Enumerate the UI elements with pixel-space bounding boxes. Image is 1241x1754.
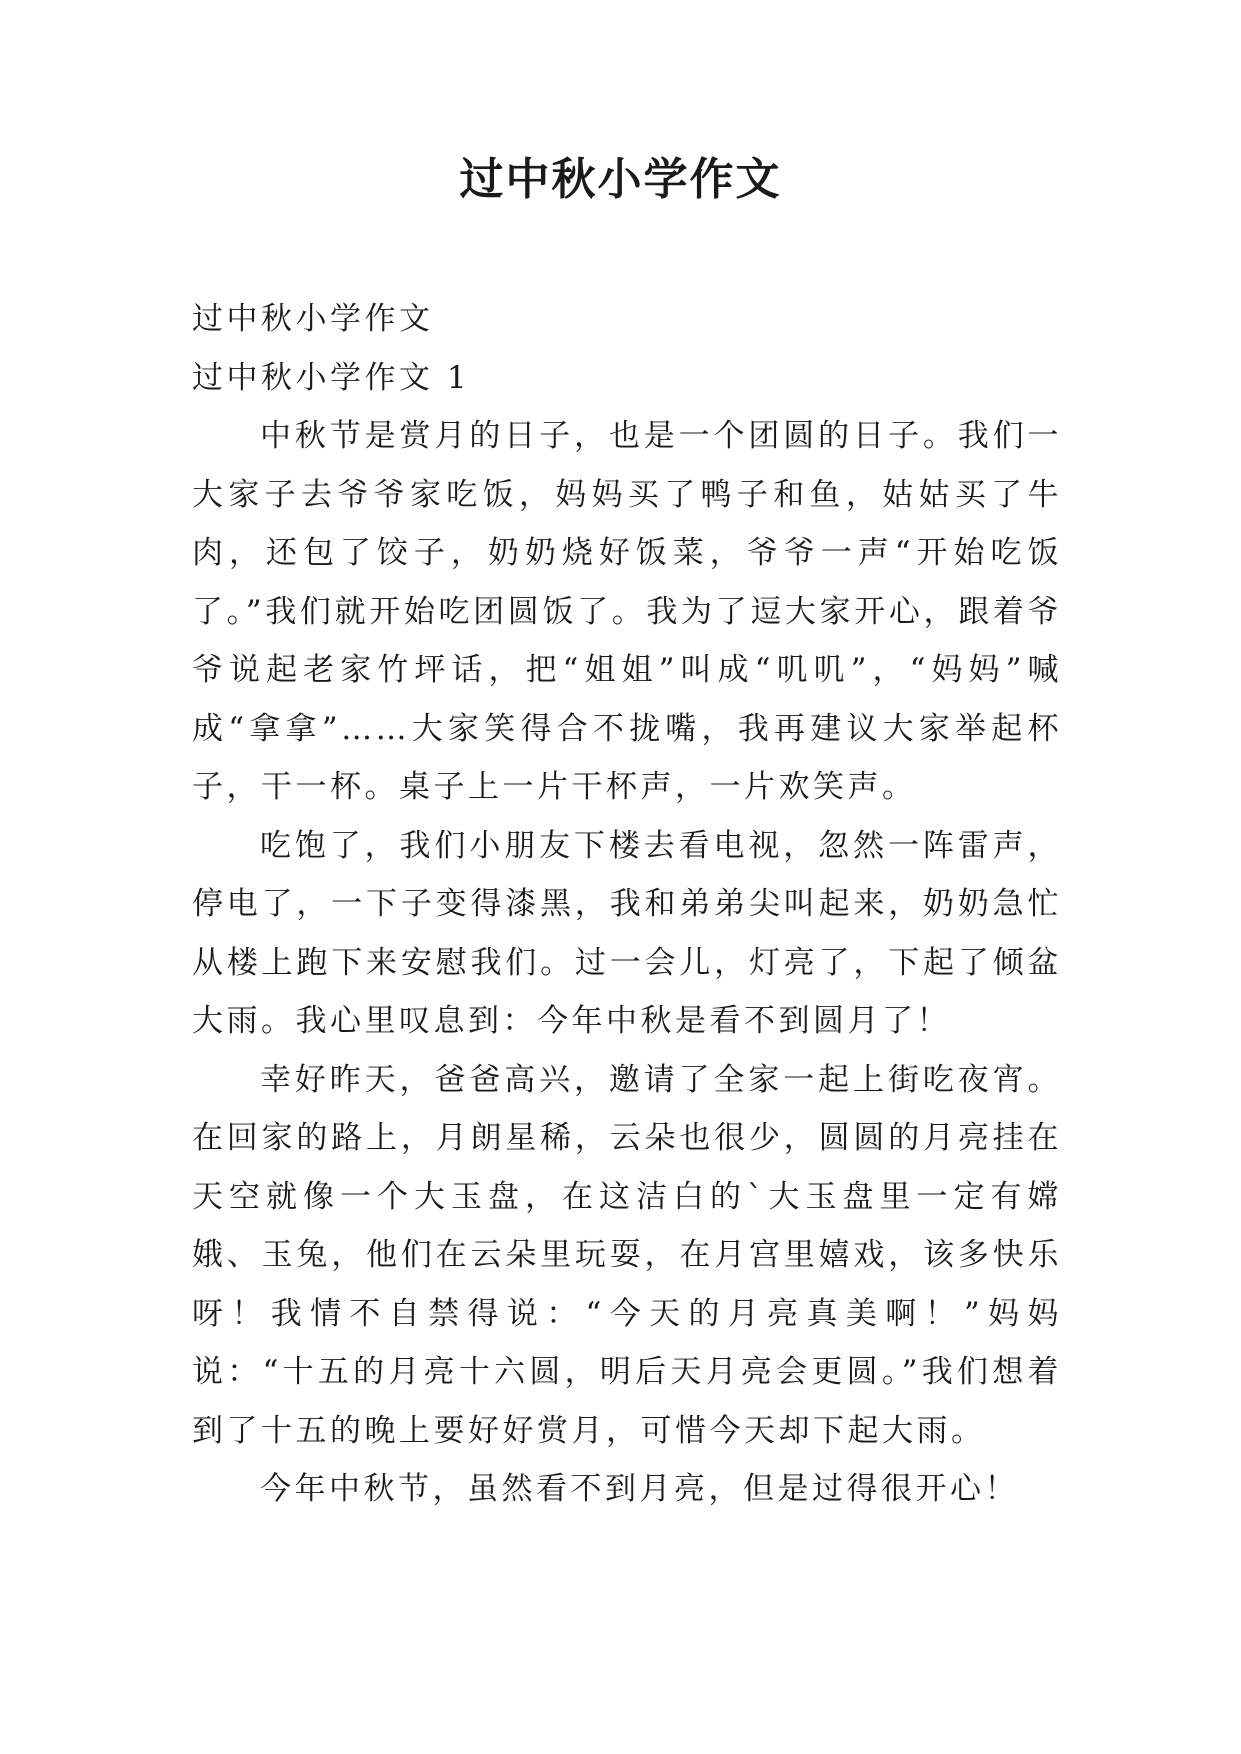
paragraph-1: 中秋节是赏月的日子，也是一个团圆的日子。我们一大家子去爷爷家吃饭，妈妈买了鸭子和鱼，姑姑买了牛肉，还包了饺子，奶奶烧好饭菜，爷爷一声“开始吃饭了。”我们就开始吃团圆饭了。我为了逗大家开心，跟着爷爷说起老家竹坪话，把“姐姐”叫成“叽叽”，“妈妈”喊成“拿拿”……大家笑得合不拢嘴，我再建议大家举起杯子，干一杯。桌子上一片干杯声，一片欢笑声。 [192,418,1062,805]
essay-heading: 过中秋小学作文 [192,301,434,337]
document-title: 过中秋小学作文 [459,154,782,205]
document-body [192,290,1062,1519]
paragraph-3: 幸好昨天，爸爸高兴，邀请了全家一起上街吃夜宵。在回家的路上，月朗星稀，云朵也很少，圆圆的月亮挂在天空就像一个大玉盘，在这洁白的`大玉盘里一定有嫦娥、玉兔，他们在云朵里玩耍，在月宫里嬉戏，该多快乐呀！我情不自禁得说：“今天的月亮真美啊！”妈妈说：“十五的月亮十六圆，明后天月亮会更圆。”我们想着到了十五的晚上要好好赏月，可惜今天却下起大雨。 [192,1061,1062,1449]
paragraph-4: 今年中秋节，虽然看不到月亮，但是过得很开心！ [260,1471,1019,1507]
essay-subheading: 过中秋小学作文 1 [192,359,471,396]
paragraph-2: 吃饱了，我们小朋友下楼去看电视，忽然一阵雷声，停电了，一下子变得漆黑，我和弟弟尖叫起来，奶奶急忙从楼上跑下来安慰我们。过一会儿，灯亮了，下起了倾盆大雨。我心里叹息到：今年中秋是看不到圆月了！ [192,827,1062,1039]
